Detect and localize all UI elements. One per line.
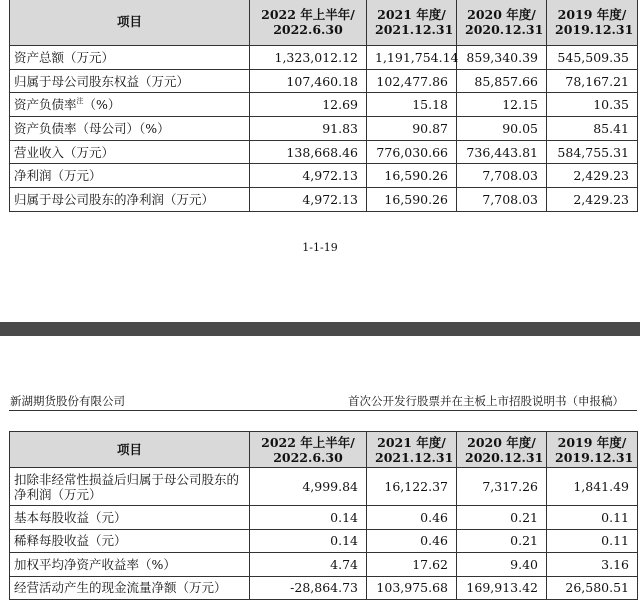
cell-value: 0.46	[367, 506, 457, 530]
table-row	[10, 69, 638, 93]
cell-value: 4,972.13	[250, 164, 367, 188]
cell-value: 7,708.03	[457, 164, 547, 188]
cell-value: 90.87	[367, 117, 457, 141]
row-label	[10, 93, 250, 117]
cell-value: 1,191,754.14	[367, 46, 457, 70]
cell-value: 736,443.81	[457, 140, 547, 164]
cell-value: 78,167.21	[547, 69, 638, 93]
table-header-row	[10, 0, 638, 46]
cell-value: 169,913.42	[457, 576, 547, 600]
cell-value: 85.41	[547, 117, 638, 141]
table-row	[10, 468, 638, 506]
row-label: 经营活动产生的现金流量净额（万元）	[10, 576, 250, 600]
header-item: 项目	[10, 432, 250, 468]
header-2019: 2019 年度/ 2019.12.31	[547, 432, 638, 468]
cell-value: 3.16	[547, 553, 638, 577]
header-company: 新湖期货股份有限公司	[10, 394, 125, 408]
table-row	[10, 188, 638, 212]
header-doc-title: 首次公开发行股票并在主板上市招股说明书（申报稿）	[348, 394, 624, 408]
table-row	[10, 529, 638, 553]
table-row	[10, 46, 638, 70]
financial-table-bottom	[9, 431, 638, 600]
page-number: 1-1-19	[302, 241, 338, 254]
cell-value: 26,580.51	[547, 576, 638, 600]
header-item: 项目	[10, 0, 250, 46]
cell-value: 2,429.23	[547, 164, 638, 188]
row-label: 营业收入（万元）	[10, 140, 250, 164]
cell-value: 0.11	[547, 529, 638, 553]
cell-value: 107,460.18	[250, 69, 367, 93]
header-2021: 2021 年度/ 2021.12.31	[367, 432, 457, 468]
document-page-bottom	[0, 336, 640, 599]
row-label: 归属于母公司股东权益（万元）	[10, 69, 250, 93]
cell-value: 1,323,012.12	[250, 46, 367, 70]
cell-value: 545,509.35	[547, 46, 638, 70]
cell-value: 15.18	[367, 93, 457, 117]
cell-value: 12.15	[457, 93, 547, 117]
cell-value: 0.46	[367, 529, 457, 553]
cell-value: 10.35	[547, 93, 638, 117]
row-label-text: 资产负债率	[14, 97, 77, 113]
cell-value: 0.21	[457, 506, 547, 530]
row-label: 净利润（万元）	[10, 164, 250, 188]
table-row	[10, 140, 638, 164]
cell-value: 7,317.26	[457, 468, 547, 506]
footnote-marker: 注	[76, 97, 84, 106]
cell-value: 0.21	[457, 529, 547, 553]
cell-value: 4,972.13	[250, 188, 367, 212]
header-2019: 2019 年度/ 2019.12.31	[547, 0, 638, 46]
cell-value: 17.62	[367, 553, 457, 577]
table-header-row	[10, 432, 638, 468]
header-2020: 2020 年度/ 2020.12.31	[457, 0, 547, 46]
table-row	[10, 576, 638, 600]
cell-value: 85,857.66	[457, 69, 547, 93]
cell-value: 4.74	[250, 553, 367, 577]
header-2020: 2020 年度/ 2020.12.31	[457, 432, 547, 468]
header-2021: 2021 年度/ 2021.12.31	[367, 0, 457, 46]
row-label-suffix: （%）	[83, 97, 121, 113]
header-2022h1: 2022 年上半年/ 2022.6.30	[250, 432, 367, 468]
cell-value: 4,999.84	[250, 468, 367, 506]
cell-value: 16,122.37	[367, 468, 457, 506]
cell-value: 0.11	[547, 506, 638, 530]
cell-value: 91.83	[250, 117, 367, 141]
cell-value: 0.14	[250, 529, 367, 553]
cell-value: 138,668.46	[250, 140, 367, 164]
financial-table-top	[9, 0, 638, 212]
cell-value: 9.40	[457, 553, 547, 577]
cell-value: 16,590.26	[367, 164, 457, 188]
row-label: 资产总额（万元）	[10, 46, 250, 70]
row-label: 扣除非经常性损益后归属于母公司股东的净利润（万元）	[10, 468, 250, 506]
cell-value: 12.69	[250, 93, 367, 117]
cell-value: 859,340.39	[457, 46, 547, 70]
row-label: 基本每股收益（元）	[10, 506, 250, 530]
cell-value: 584,755.31	[547, 140, 638, 164]
table-row	[10, 164, 638, 188]
cell-value: 90.05	[457, 117, 547, 141]
cell-value: 102,477.86	[367, 69, 457, 93]
cell-value: 1,841.49	[547, 468, 638, 506]
page-separator	[0, 322, 640, 336]
row-label: 归属于母公司股东的净利润（万元）	[10, 188, 250, 212]
cell-value: 776,030.66	[367, 140, 457, 164]
cell-value: 103,975.68	[367, 576, 457, 600]
cell-value: 7,708.03	[457, 188, 547, 212]
row-label: 资产负债率（母公司）（%）	[10, 117, 250, 141]
header-2022h1: 2022 年上半年/ 2022.6.30	[250, 0, 367, 46]
table-row	[10, 553, 638, 577]
table-row	[10, 506, 638, 530]
table-row	[10, 117, 638, 141]
cell-value: 2,429.23	[547, 188, 638, 212]
header-divider	[9, 410, 637, 411]
table-row	[10, 93, 638, 117]
cell-value: 16,590.26	[367, 188, 457, 212]
cell-value: 0.14	[250, 506, 367, 530]
row-label: 稀释每股收益（元）	[10, 529, 250, 553]
row-label: 加权平均净资产收益率（%）	[10, 553, 250, 577]
cell-value: -28,864.73	[250, 576, 367, 600]
